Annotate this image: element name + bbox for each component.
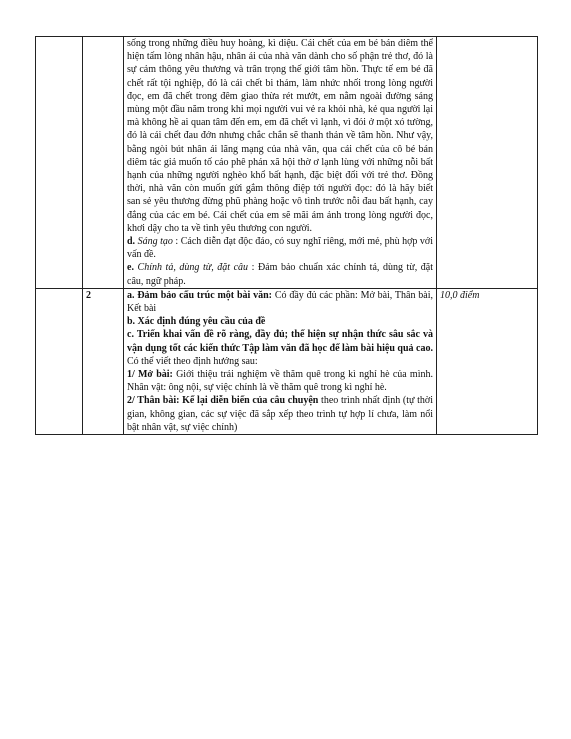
cell-part (36, 37, 83, 289)
criterion-c: c. Triển khai vấn đề rõ ràng, đầy đủ; thể hiện sự nhận thức sâu sắc và vận dụng tốt các kiến thức Tập làm văn đã học để làm bài hiệu quả cao. Có thể viết theo định hướng sau: (127, 329, 433, 367)
criterion-a: a. Đảm bảo cấu trúc một bài văn: Có đầy đủ các phần: Mở bài, Thân bài, Kết bài (127, 289, 434, 315)
cell-question-number: 2 (83, 288, 124, 434)
criterion-d: d. Sáng tạo : Cách diễn đạt độc đáo, có suy nghĩ riêng, mới mẻ, phù hợp với vấn đề. (127, 236, 433, 261)
criterion-e: e. Chính tả, dùng từ, đặt câu : Đảm bảo chuẩn xác chính tả, dùng từ, đặt câu, ngữ pháp. (127, 262, 434, 287)
criterion-e-term: Chính tả, dùng từ, đặt câu (137, 262, 249, 274)
cell-score: 10,0 điểm (437, 288, 538, 434)
table-row (36, 37, 538, 289)
cell-content (124, 37, 437, 289)
content-paragraph: sống trong những điều huy hoàng, kì diệu. Cái chết của em bé bán diêm thể hiện tấm lòng nhân hậu, nhân ái của nhà văn dành cho số phận trẻ thơ, đó là sự cảm thông yêu thương và trân trọng thế giới tâm hồn. Thực tế em bé đã chết rất tội nghiệp, đó là cái chết bi thảm, làm nhức nhối trong lòng người đọc, em đã chết trong đêm giao thừa rét mướt, em nằm ngoài đường sáng mùng một đầu năm trong khi mọi người vui vẻ ra khỏi nhà, kẻ qua người lại mà không hề ai quan tâm đến em, em đã chết vì lạnh, vì đói ở một xó tường, đó là cái chết đau đớn nhưng chắc chắn sẽ thanh thản về tâm hồn. Như vậy, bằng ngòi bút nhân ái lãng mạng của nhà văn, qua cái chết của cô bé bán diêm tác giả muốn tố cáo phê phán xã hội thờ ơ lạnh lùng với những nỗi bất hạnh của những người nghèo khổ bất hạnh, đặc biệt đối với trẻ thơ. Đồng thời, nhà văn còn muốn gửi gắm thông điệp tới người đọc: đó là hãy biết san sẻ yêu thương đừng phũ phàng hoặc vô tình trước nỗi đau bất hạnh, cay đắng của các em bé. Cái chết của em sẽ mãi ám ảnh trong lòng người đọc, khơi dậy cho ta về tình yêu thương con người. (127, 38, 433, 234)
criterion-d-term: Sáng tạo (137, 236, 173, 248)
answer-key-table (35, 36, 538, 435)
criterion-e-text: : Đảm bảo chuẩn xác chính tả, dùng từ, đặt câu, ngữ pháp. (127, 262, 434, 287)
cell-content (124, 288, 437, 434)
cell-question-number (83, 37, 124, 289)
section-mo-bai: 1/ Mở bài: Giới thiệu trải nghiệm về thăm quê trong kì nghỉ hè của mình. Nhân vật: ông nội, sự việc chính là về thăm quê trong kì nghỉ hè. (127, 369, 433, 394)
cell-score (437, 37, 538, 289)
table-row (36, 288, 538, 434)
criterion-b: b. Xác định đúng yêu cầu của đề (127, 316, 266, 328)
cell-part (36, 288, 83, 434)
section-than-bai: 2/ Thân bài: Kể lại diễn biến của câu chuyện theo trình nhất định (tự thời gian, không gian, các sự việc đã sắp xếp theo trình tự hợp lí chưa, làm nổi bật nhân vật, sự việc chính) (127, 395, 433, 433)
criterion-d-text: : Cách diễn đạt độc đáo, có suy nghĩ riêng, mới mẻ, phù hợp với vấn đề. (127, 236, 433, 261)
